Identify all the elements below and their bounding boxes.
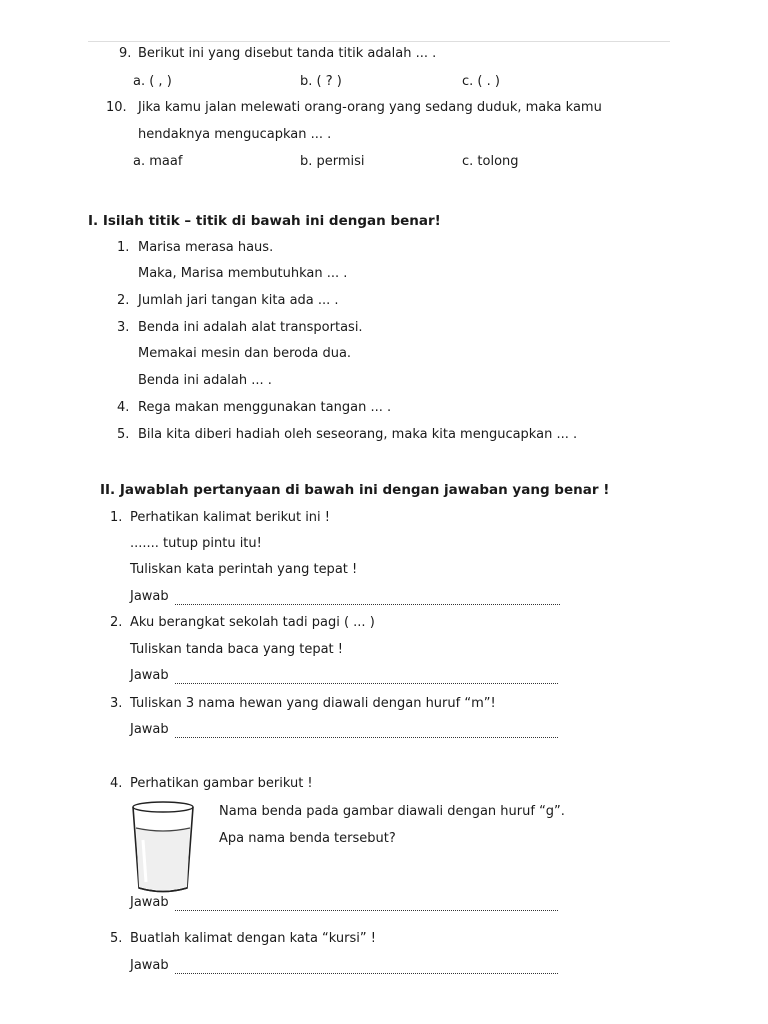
item-text: Memakai mesin dan beroda dua. <box>138 346 352 361</box>
answer-dots <box>175 600 560 605</box>
item-text: Nama benda pada gambar diawali dengan huruf “g”. <box>219 804 565 819</box>
item-number: 1. <box>117 240 130 255</box>
answer-line[interactable] <box>130 668 558 684</box>
item-text: Buatlah kalimat dengan kata “kursi” ! <box>130 931 376 946</box>
question-text-continued: hendaknya mengucapkan ... . <box>138 127 332 142</box>
answer-label: Jawab <box>130 589 169 604</box>
option-a: a. ( , ) <box>133 74 172 89</box>
answer-dots <box>175 969 558 974</box>
item-text: ....... tutup pintu itu! <box>130 536 262 551</box>
option-b: b. permisi <box>300 154 365 169</box>
item-text: Apa nama benda tersebut? <box>219 831 396 846</box>
item-text: Tuliskan kata perintah yang tepat ! <box>130 562 358 577</box>
item-text: Bila kita diberi hadiah oleh seseorang, maka kita mengucapkan ... . <box>138 427 578 442</box>
item-number: 4. <box>117 400 130 415</box>
option-c: c. tolong <box>462 154 519 169</box>
item-text: Marisa merasa haus. <box>138 240 274 255</box>
item-number: 4. <box>110 776 123 791</box>
question-number: 9. <box>119 46 132 61</box>
page-top-rule <box>88 41 670 42</box>
section-title: I. Isilah titik – titik di bawah ini dengan benar! <box>88 213 441 229</box>
item-text: Tuliskan tanda baca yang tepat ! <box>130 642 343 657</box>
glass-of-water-icon <box>128 800 198 896</box>
item-number: 2. <box>110 615 123 630</box>
item-text: Jumlah jari tangan kita ada ... . <box>138 293 339 308</box>
item-number: 1. <box>110 510 123 525</box>
question-text: Berikut ini yang disebut tanda titik adalah ... . <box>138 46 437 61</box>
item-text: Maka, Marisa membutuhkan ... . <box>138 266 348 281</box>
answer-dots <box>175 733 558 738</box>
option-b: b. ( ? ) <box>300 74 342 89</box>
option-c: c. ( . ) <box>462 74 500 89</box>
item-number: 2. <box>117 293 130 308</box>
item-text: Tuliskan 3 nama hewan yang diawali dengan huruf “m”! <box>130 696 496 711</box>
item-text: Perhatikan gambar berikut ! <box>130 776 313 791</box>
item-number: 5. <box>117 427 130 442</box>
answer-dots <box>175 679 558 684</box>
option-a: a. maaf <box>133 154 183 169</box>
item-text: Aku berangkat sekolah tadi pagi ( ... ) <box>130 615 375 630</box>
answer-label: Jawab <box>130 958 169 973</box>
answer-line[interactable] <box>130 722 558 738</box>
answer-line[interactable] <box>130 589 560 605</box>
answer-line[interactable] <box>130 895 558 911</box>
section-title: II. Jawablah pertanyaan di bawah ini dengan jawaban yang benar ! <box>100 482 610 498</box>
item-number: 5. <box>110 931 123 946</box>
item-number: 3. <box>110 696 123 711</box>
item-text: Perhatikan kalimat berikut ini ! <box>130 510 331 525</box>
question-text: Jika kamu jalan melewati orang-orang yang sedang duduk, maka kamu <box>138 100 602 115</box>
question-number: 10. <box>106 100 127 115</box>
item-text: Benda ini adalah alat transportasi. <box>138 320 363 335</box>
answer-dots <box>175 906 558 911</box>
item-number: 3. <box>117 320 130 335</box>
answer-label: Jawab <box>130 668 169 683</box>
item-text: Benda ini adalah ... . <box>138 373 272 388</box>
item-text: Rega makan menggunakan tangan ... . <box>138 400 392 415</box>
answer-label: Jawab <box>130 722 169 737</box>
answer-line[interactable] <box>130 958 558 974</box>
answer-label: Jawab <box>130 895 169 910</box>
